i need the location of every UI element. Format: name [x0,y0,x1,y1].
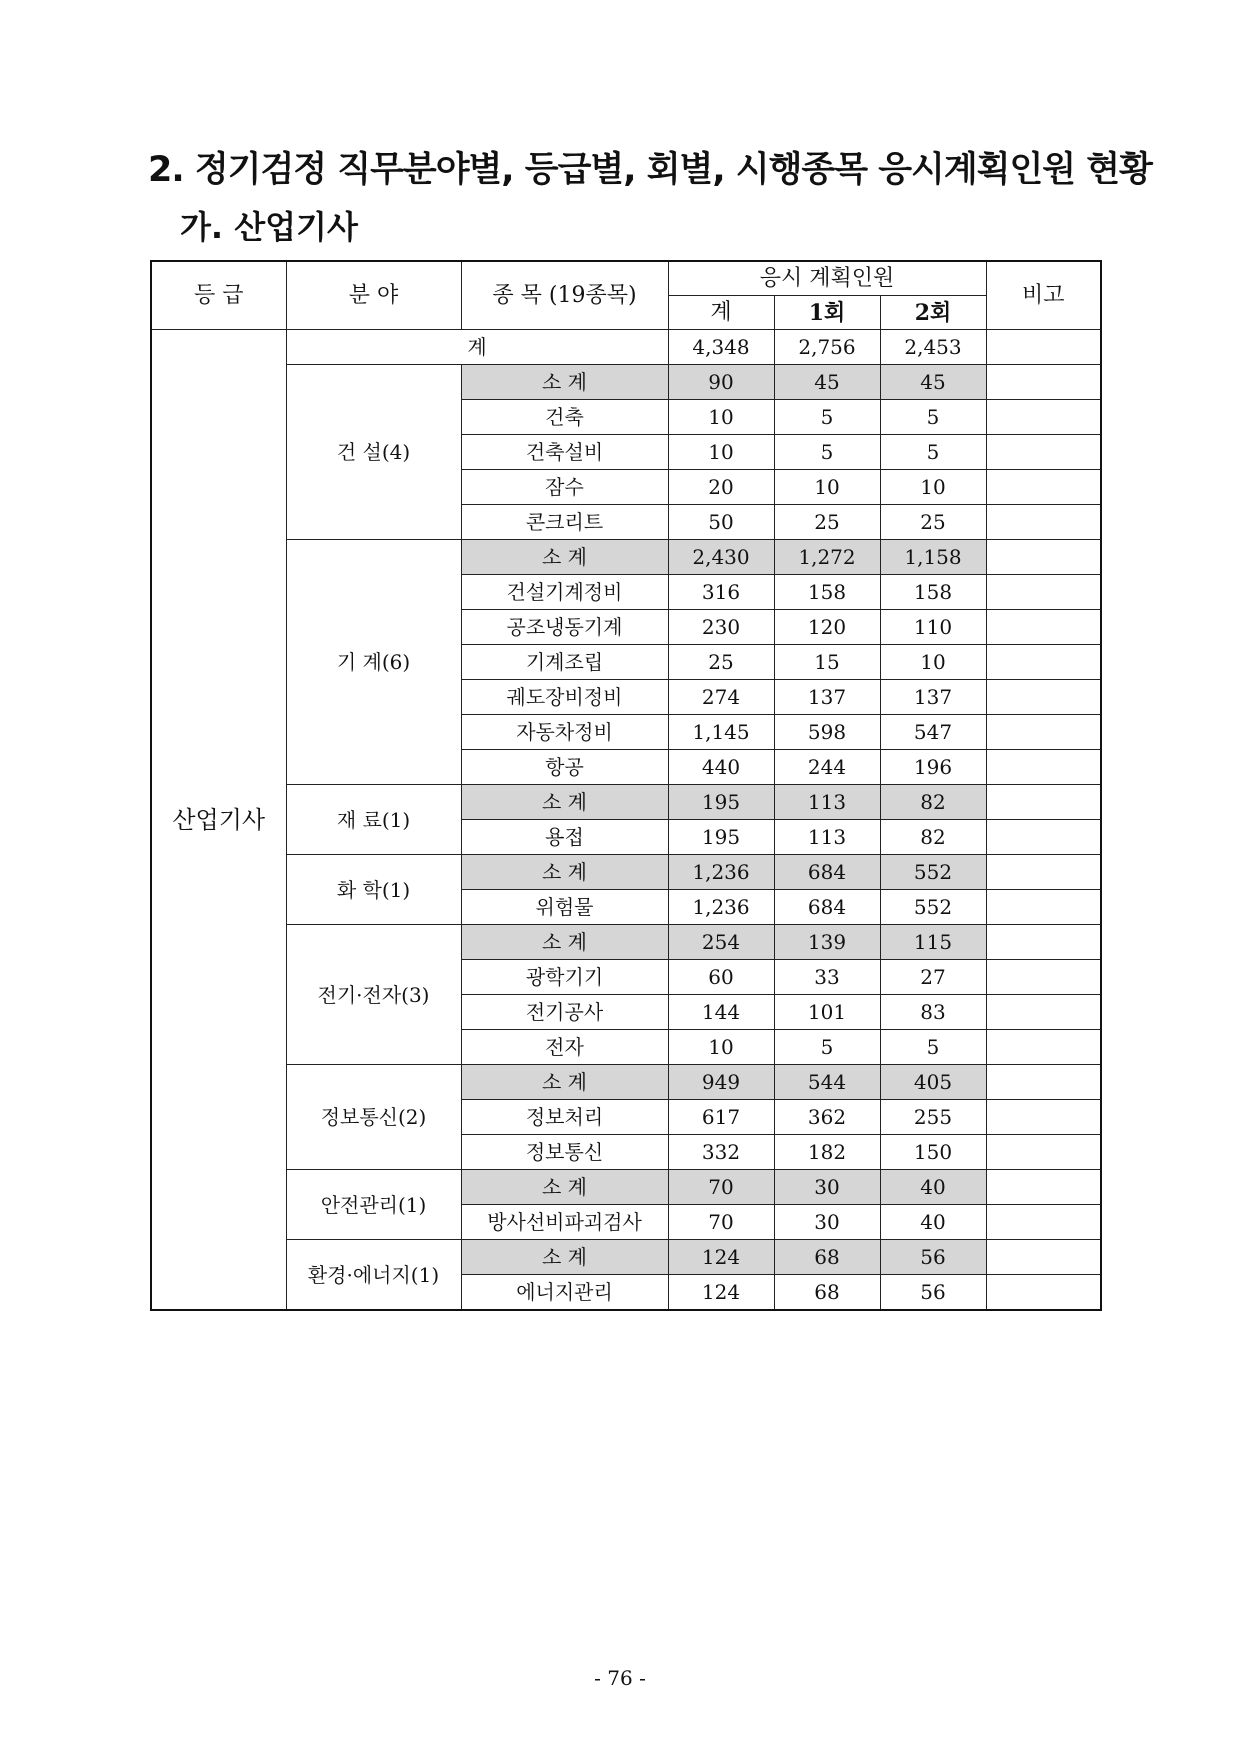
total-row [151,330,1101,365]
item-cell: 항공 [461,750,668,785]
round2-cell: 5 [880,400,986,435]
table-row [151,1240,1101,1275]
round2-cell: 56 [880,1275,986,1311]
round2-cell: 27 [880,960,986,995]
total-note [986,330,1101,365]
total-cell: 124 [668,1275,774,1311]
note-cell [986,1240,1101,1275]
item-cell: 콘크리트 [461,505,668,540]
note-cell [986,1030,1101,1065]
round1-cell: 120 [774,610,880,645]
total-cell: 274 [668,680,774,715]
round2-cell: 10 [880,470,986,505]
note-cell [986,995,1101,1030]
item-cell: 공조냉동기계 [461,610,668,645]
round1-cell: 113 [774,785,880,820]
round2-cell: 56 [880,1240,986,1275]
item-cell: 기계조립 [461,645,668,680]
item-cell: 정보통신 [461,1135,668,1170]
note-cell [986,470,1101,505]
round1-cell: 5 [774,400,880,435]
item-cell: 잠수 [461,470,668,505]
round1-cell: 158 [774,575,880,610]
round1-cell: 68 [774,1275,880,1311]
page-number: - 76 - [594,1666,646,1690]
section-subtitle: 가. 산업기사 [180,208,358,246]
item-cell: 소 계 [461,785,668,820]
total-cell: 144 [668,995,774,1030]
total-cell: 10 [668,435,774,470]
note-cell [986,1065,1101,1100]
item-cell: 소 계 [461,925,668,960]
round2-cell: 405 [880,1065,986,1100]
total-cell: 1,236 [668,890,774,925]
round1-cell: 113 [774,820,880,855]
item-cell: 전자 [461,1030,668,1065]
field-cell: 화 학(1) [286,855,461,925]
item-cell: 소 계 [461,855,668,890]
round1-cell: 68 [774,1240,880,1275]
note-cell [986,680,1101,715]
total-cell: 70 [668,1205,774,1240]
header-item: 종 목 (19종목) [461,261,668,330]
note-cell [986,505,1101,540]
header-total: 계 [668,296,774,330]
total-r2: 2,453 [880,330,986,365]
note-cell [986,1135,1101,1170]
field-cell: 건 설(4) [286,365,461,540]
total-cell: 70 [668,1170,774,1205]
round2-cell: 110 [880,610,986,645]
round1-cell: 30 [774,1170,880,1205]
item-cell: 방사선비파괴검사 [461,1205,668,1240]
total-cell: 124 [668,1240,774,1275]
table-row [151,855,1101,890]
item-cell: 궤도장비정비 [461,680,668,715]
total-label: 계 [286,330,668,365]
round2-cell: 40 [880,1170,986,1205]
round1-cell: 33 [774,960,880,995]
header-plan: 응시 계획인원 [668,261,986,296]
total-cell: 50 [668,505,774,540]
grade-cell: 산업기사 [151,330,286,1311]
total-cell: 10 [668,1030,774,1065]
total-cell: 617 [668,1100,774,1135]
round1-cell: 684 [774,855,880,890]
table-row [151,1170,1101,1205]
item-cell: 정보처리 [461,1100,668,1135]
round1-cell: 182 [774,1135,880,1170]
round2-cell: 25 [880,505,986,540]
page-title: 2. 정기검정 직무분야별, 등급별, 회별, 시행종목 응시계획인원 현황 [148,150,1152,190]
round1-cell: 25 [774,505,880,540]
header-round2: 2회 [880,296,986,330]
note-cell [986,960,1101,995]
round1-cell: 5 [774,1030,880,1065]
item-cell: 소 계 [461,1170,668,1205]
total-cell: 20 [668,470,774,505]
note-cell [986,750,1101,785]
round1-cell: 244 [774,750,880,785]
total-cell: 195 [668,785,774,820]
round2-cell: 115 [880,925,986,960]
round1-cell: 1,272 [774,540,880,575]
total-cell: 2,430 [668,540,774,575]
round2-cell: 150 [880,1135,986,1170]
round2-cell: 552 [880,890,986,925]
round2-cell: 10 [880,645,986,680]
round2-cell: 255 [880,1100,986,1135]
note-cell [986,610,1101,645]
field-cell: 안전관리(1) [286,1170,461,1240]
round2-cell: 158 [880,575,986,610]
note-cell [986,1205,1101,1240]
total-cell: 25 [668,645,774,680]
round1-cell: 137 [774,680,880,715]
note-cell [986,365,1101,400]
field-cell: 환경·에너지(1) [286,1240,461,1311]
header-grade: 등 급 [151,261,286,330]
note-cell [986,890,1101,925]
round2-cell: 196 [880,750,986,785]
note-cell [986,715,1101,750]
total-cell: 1,236 [668,855,774,890]
header-note: 비고 [986,261,1101,330]
round2-cell: 1,158 [880,540,986,575]
round1-cell: 139 [774,925,880,960]
round1-cell: 10 [774,470,880,505]
total-cell: 195 [668,820,774,855]
round2-cell: 552 [880,855,986,890]
total-cell: 254 [668,925,774,960]
note-cell [986,540,1101,575]
round1-cell: 598 [774,715,880,750]
round2-cell: 45 [880,365,986,400]
round1-cell: 684 [774,890,880,925]
total-cell: 10 [668,400,774,435]
note-cell [986,785,1101,820]
note-cell [986,1100,1101,1135]
round2-cell: 83 [880,995,986,1030]
total-r1: 2,756 [774,330,880,365]
round2-cell: 40 [880,1205,986,1240]
round1-cell: 5 [774,435,880,470]
round1-cell: 362 [774,1100,880,1135]
round2-cell: 547 [880,715,986,750]
round2-cell: 5 [880,1030,986,1065]
round2-cell: 82 [880,785,986,820]
round2-cell: 137 [880,680,986,715]
total-cell: 60 [668,960,774,995]
round2-cell: 82 [880,820,986,855]
field-cell: 정보통신(2) [286,1065,461,1170]
note-cell [986,435,1101,470]
plan-table [150,260,1102,1311]
item-cell: 위험물 [461,890,668,925]
item-cell: 소 계 [461,365,668,400]
table-row [151,925,1101,960]
round2-cell: 5 [880,435,986,470]
total-cell: 230 [668,610,774,645]
round1-cell: 45 [774,365,880,400]
field-cell: 전기·전자(3) [286,925,461,1065]
item-cell: 건축설비 [461,435,668,470]
note-cell [986,1170,1101,1205]
item-cell: 소 계 [461,540,668,575]
field-cell: 재 료(1) [286,785,461,855]
round1-cell: 101 [774,995,880,1030]
item-cell: 소 계 [461,1240,668,1275]
table-row [151,785,1101,820]
note-cell [986,820,1101,855]
total-cell: 90 [668,365,774,400]
total-cell: 949 [668,1065,774,1100]
note-cell [986,400,1101,435]
note-cell [986,645,1101,680]
total-cell: 440 [668,750,774,785]
total-cell: 332 [668,1135,774,1170]
field-cell: 기 계(6) [286,540,461,785]
item-cell: 에너지관리 [461,1275,668,1311]
item-cell: 소 계 [461,1065,668,1100]
table-body [151,330,1101,1311]
item-cell: 전기공사 [461,995,668,1030]
round1-cell: 544 [774,1065,880,1100]
item-cell: 용접 [461,820,668,855]
item-cell: 자동차정비 [461,715,668,750]
table-row [151,540,1101,575]
note-cell [986,855,1101,890]
note-cell [986,1275,1101,1311]
table-row [151,1065,1101,1100]
total-cell: 1,145 [668,715,774,750]
note-cell [986,575,1101,610]
round1-cell: 30 [774,1205,880,1240]
round1-cell: 15 [774,645,880,680]
table-row [151,365,1101,400]
header-field: 분 야 [286,261,461,330]
header-round1: 1회 [774,296,880,330]
item-cell: 광학기기 [461,960,668,995]
item-cell: 건축 [461,400,668,435]
note-cell [986,925,1101,960]
item-cell: 건설기계정비 [461,575,668,610]
total-cell: 316 [668,575,774,610]
total-sum: 4,348 [668,330,774,365]
